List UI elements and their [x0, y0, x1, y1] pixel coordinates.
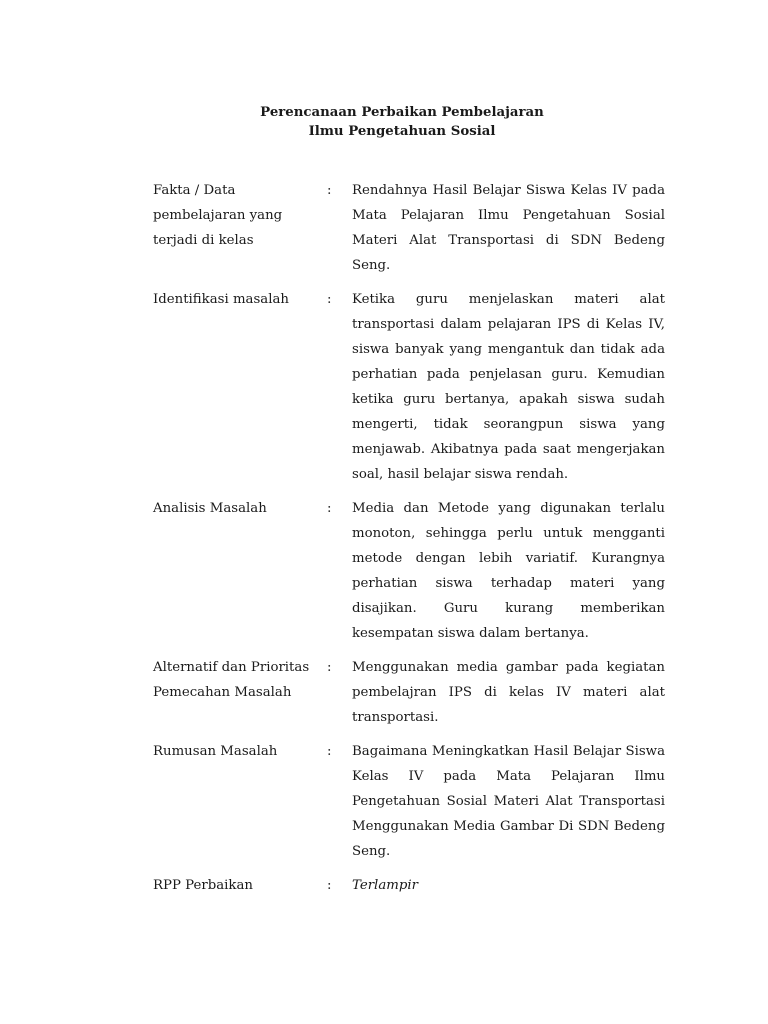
row-separator: : — [327, 183, 332, 198]
row-rpp-perbaikan — [153, 873, 665, 898]
title-line-1: Perencanaan Perbaikan Pembelajaran — [260, 105, 544, 120]
row-separator: : — [327, 501, 332, 516]
row-separator: : — [327, 292, 332, 307]
row-separator: : — [327, 878, 332, 893]
row-value: Terlampir — [352, 878, 418, 893]
row-separator: : — [327, 744, 332, 759]
row-value: Menggunakan media gambar pada kegiatan pembelajran IPS di kelas IV materi alat transportasi. — [352, 660, 665, 725]
row-label: RPP Perbaikan — [153, 878, 253, 893]
row-rumusan-masalah — [153, 739, 665, 864]
row-fakta-data — [153, 178, 665, 278]
row-separator: : — [327, 660, 332, 675]
title-line-2: Ilmu Pengetahuan Sosial — [308, 124, 496, 139]
row-label: Alternatif dan Prioritas Pemecahan Masalah — [153, 660, 310, 700]
row-label: Rumusan Masalah — [153, 744, 278, 759]
row-label: Identifikasi masalah — [153, 292, 289, 307]
row-value: Media dan Metode yang digunakan terlalu monoton, sehingga perlu untuk mengganti metode dengan lebih variatif. Kurangnya perhatian siswa terhadap materi yang disajikan. Guru kurang memberikan kesempatan siswa dalam bertanya. — [352, 501, 665, 641]
row-value: Ketika guru menjelaskan materi alat transportasi dalam pelajaran IPS di Kelas IV, siswa banyak yang mengantuk dan tidak ada perhatian pada penjelasan guru. Kemudian ketika guru bertanya, apakah siswa sudah mengerti, tidak seorangpun siswa yang menjawab. Akibatnya pada saat mengerjakan soal, hasil belajar siswa rendah. — [352, 292, 665, 482]
row-label: Fakta / Data pembelajaran yang terjadi di kelas — [153, 183, 283, 248]
row-value: Rendahnya Hasil Belajar Siswa Kelas IV pada Mata Pelajaran Ilmu Pengetahuan Sosial Materi Alat Transportasi di SDN Bedeng Seng. — [352, 183, 665, 273]
document-title — [0, 103, 768, 141]
row-alternatif-prioritas — [153, 655, 665, 730]
row-identifikasi-masalah — [153, 287, 665, 487]
planning-table — [153, 178, 665, 907]
row-label: Analisis Masalah — [153, 501, 267, 516]
row-analisis-masalah — [153, 496, 665, 646]
row-value: Bagaimana Meningkatkan Hasil Belajar Siswa Kelas IV pada Mata Pelajaran Ilmu Pengetahuan Sosial Materi Alat Transportasi Menggunakan Media Gambar Di SDN Bedeng Seng. — [352, 744, 665, 859]
